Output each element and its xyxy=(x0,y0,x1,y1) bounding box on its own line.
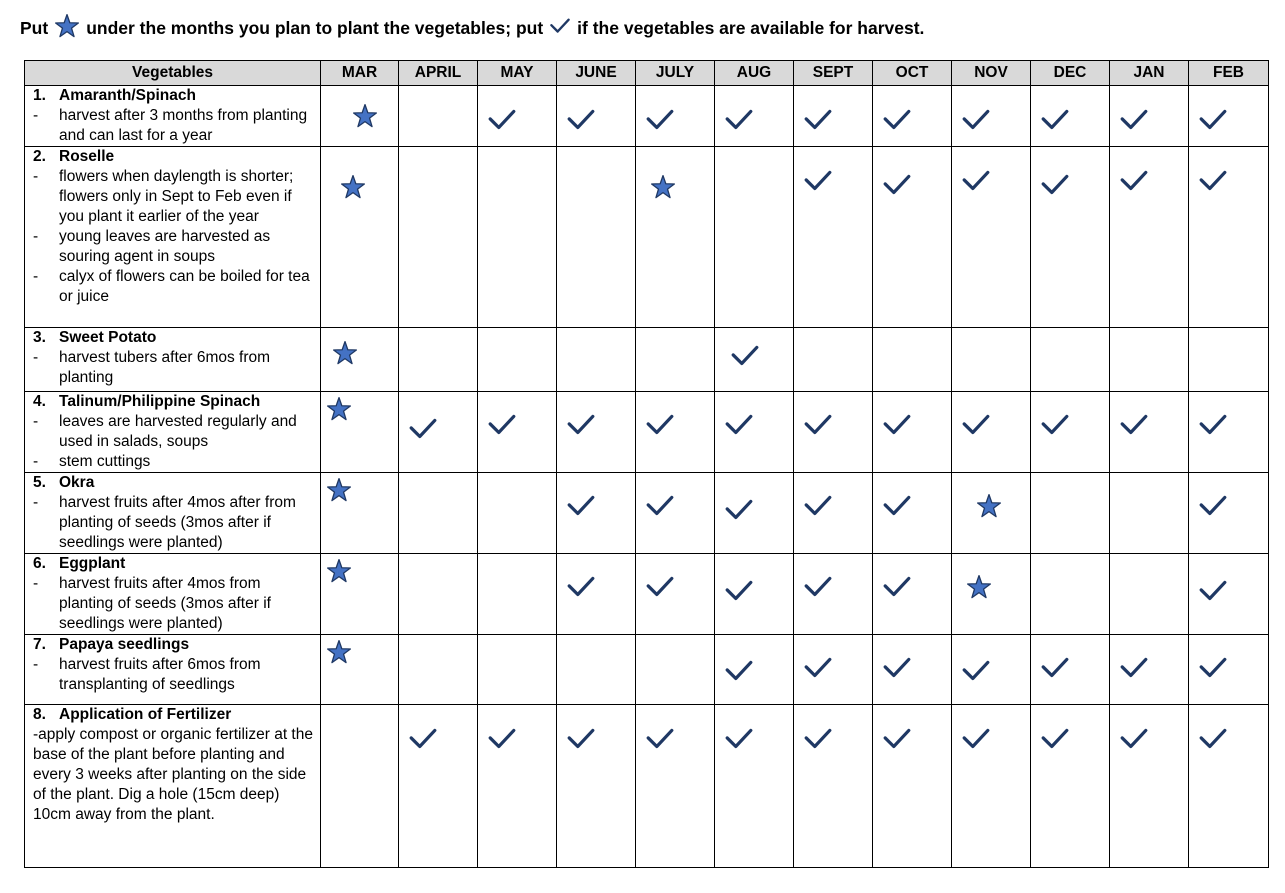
check-icon xyxy=(645,575,675,599)
check-icon xyxy=(566,727,596,751)
month-cell-aug[interactable] xyxy=(715,705,794,868)
note-text: -apply compost or organic fertilizer at the base of the plant before planting and every 3 weeks after planting on the side of the plant. Dig a hole (15cm deep) 10cm away from the plant. xyxy=(33,726,313,823)
month-cell-feb[interactable] xyxy=(1189,554,1269,635)
month-cell-nov[interactable] xyxy=(952,635,1031,705)
note-dash: - xyxy=(33,107,39,124)
month-cell-april[interactable] xyxy=(399,554,478,635)
month-cell-sept[interactable] xyxy=(794,473,873,554)
month-cell-oct[interactable] xyxy=(873,554,952,635)
instruction-plant-text: under the months you plan to plant the vegetables; put xyxy=(86,17,544,38)
note-dash: - xyxy=(33,268,39,285)
note-dash: - xyxy=(33,656,39,673)
month-cell-aug[interactable] xyxy=(715,147,794,328)
star-icon xyxy=(976,492,1002,520)
check-icon xyxy=(724,727,754,751)
header-month-sept: SEPT xyxy=(794,61,873,86)
month-cell-july[interactable] xyxy=(636,705,715,868)
check-icon xyxy=(803,575,833,599)
vegetable-note xyxy=(33,267,316,307)
month-cell-dec[interactable] xyxy=(1031,86,1110,147)
month-cell-july[interactable] xyxy=(636,473,715,554)
vegetable-number: 3. xyxy=(33,329,46,346)
month-cell-nov[interactable] xyxy=(952,554,1031,635)
month-cell-may[interactable] xyxy=(478,86,557,147)
instruction-put: Put xyxy=(20,17,49,38)
check-icon xyxy=(961,727,991,751)
table-body xyxy=(25,86,1269,868)
month-cell-feb[interactable] xyxy=(1189,147,1269,328)
month-cell-may[interactable] xyxy=(478,635,557,705)
star-icon xyxy=(340,173,366,201)
month-cell-june[interactable] xyxy=(557,328,636,392)
month-cell-june[interactable] xyxy=(557,473,636,554)
vegetable-number: 1. xyxy=(33,87,46,104)
month-cell-dec[interactable] xyxy=(1031,328,1110,392)
month-cell-sept[interactable] xyxy=(794,328,873,392)
month-cell-aug[interactable] xyxy=(715,86,794,147)
month-cell-oct[interactable] xyxy=(873,86,952,147)
check-icon xyxy=(882,575,912,599)
month-cell-nov[interactable] xyxy=(952,147,1031,328)
check-icon xyxy=(645,494,675,518)
header-month-june: JUNE xyxy=(557,61,636,86)
month-cell-dec[interactable] xyxy=(1031,473,1110,554)
month-cell-april[interactable] xyxy=(399,328,478,392)
month-cell-sept[interactable] xyxy=(794,635,873,705)
note-dash: - xyxy=(33,168,39,185)
header-vegetables: Vegetables xyxy=(25,61,321,86)
month-cell-dec[interactable] xyxy=(1031,554,1110,635)
header-month-mar: MAR xyxy=(321,61,399,86)
month-cell-oct[interactable] xyxy=(873,328,952,392)
month-cell-july[interactable] xyxy=(636,554,715,635)
month-cell-sept[interactable] xyxy=(794,147,873,328)
vegetable-note xyxy=(33,452,316,472)
month-cell-feb[interactable] xyxy=(1189,86,1269,147)
vegetable-name: Talinum/Philippine Spinach xyxy=(59,393,261,410)
table-row xyxy=(25,635,1269,705)
month-cell-sept[interactable] xyxy=(794,554,873,635)
month-cell-jan[interactable] xyxy=(1110,473,1189,554)
month-cell-aug[interactable] xyxy=(715,554,794,635)
month-cell-sept[interactable] xyxy=(794,86,873,147)
check-icon xyxy=(1119,169,1149,193)
vegetable-number: 2. xyxy=(33,148,46,165)
vegetable-number: 6. xyxy=(33,555,46,572)
vegetable-name: Papaya seedlings xyxy=(59,636,190,653)
vegetable-cell xyxy=(25,705,321,868)
check-icon xyxy=(645,413,675,437)
note-text: harvest tubers after 6mos from planting xyxy=(59,349,271,386)
check-icon xyxy=(645,108,675,132)
month-cell-nov[interactable] xyxy=(952,328,1031,392)
header-month-april: APRIL xyxy=(399,61,478,86)
star-icon xyxy=(326,395,352,423)
table-row xyxy=(25,392,1269,473)
month-cell-aug[interactable] xyxy=(715,635,794,705)
check-icon xyxy=(803,727,833,751)
vegetable-name: Sweet Potato xyxy=(59,329,157,346)
month-cell-aug[interactable] xyxy=(715,392,794,473)
check-icon xyxy=(961,108,991,132)
star-icon xyxy=(326,557,352,585)
vegetable-note xyxy=(33,725,316,825)
header-month-dec: DEC xyxy=(1031,61,1110,86)
check-icon xyxy=(724,108,754,132)
check-icon xyxy=(882,656,912,680)
month-cell-june[interactable] xyxy=(557,635,636,705)
vegetable-title xyxy=(33,147,316,167)
note-dash: - xyxy=(33,228,39,245)
month-cell-nov[interactable] xyxy=(952,392,1031,473)
star-icon xyxy=(332,339,358,367)
month-cell-may[interactable] xyxy=(478,328,557,392)
header-month-may: MAY xyxy=(478,61,557,86)
note-text: calyx of flowers can be boiled for tea or juice xyxy=(59,268,310,305)
month-cell-aug[interactable] xyxy=(715,473,794,554)
vegetable-note xyxy=(33,655,316,695)
month-cell-mar[interactable] xyxy=(321,328,399,392)
star-icon xyxy=(54,12,80,45)
month-cell-june[interactable] xyxy=(557,554,636,635)
check-icon xyxy=(882,108,912,132)
vegetable-name: Okra xyxy=(59,474,95,491)
month-cell-feb[interactable] xyxy=(1189,328,1269,392)
check-icon xyxy=(1040,656,1070,680)
table-row xyxy=(25,86,1269,147)
table-row xyxy=(25,705,1269,868)
vegetable-number: 7. xyxy=(33,636,46,653)
vegetable-cell xyxy=(25,147,321,328)
month-cell-aug[interactable] xyxy=(715,328,794,392)
month-cell-april[interactable] xyxy=(399,705,478,868)
check-icon xyxy=(1198,727,1228,751)
check-icon xyxy=(882,494,912,518)
check-icon xyxy=(724,413,754,437)
check-icon xyxy=(645,727,675,751)
month-cell-dec[interactable] xyxy=(1031,635,1110,705)
instruction-line xyxy=(20,14,924,42)
month-cell-jan[interactable] xyxy=(1110,392,1189,473)
month-cell-mar[interactable] xyxy=(321,147,399,328)
check-icon xyxy=(724,498,754,522)
month-cell-july[interactable] xyxy=(636,328,715,392)
check-icon xyxy=(487,108,517,132)
vegetable-note xyxy=(33,412,316,452)
note-dash: - xyxy=(33,349,39,366)
month-cell-july[interactable] xyxy=(636,392,715,473)
header-month-aug: AUG xyxy=(715,61,794,86)
check-icon xyxy=(1119,656,1149,680)
vegetable-title xyxy=(33,705,316,725)
check-icon xyxy=(1198,494,1228,518)
check-icon xyxy=(549,17,571,40)
month-cell-jan[interactable] xyxy=(1110,554,1189,635)
star-icon xyxy=(352,102,378,130)
header-month-feb: FEB xyxy=(1189,61,1269,86)
check-icon xyxy=(566,108,596,132)
month-cell-april[interactable] xyxy=(399,147,478,328)
month-cell-dec[interactable] xyxy=(1031,147,1110,328)
month-cell-may[interactable] xyxy=(478,705,557,868)
check-icon xyxy=(803,413,833,437)
vegetable-title xyxy=(33,328,316,348)
table-row xyxy=(25,554,1269,635)
month-cell-mar[interactable] xyxy=(321,635,399,705)
month-cell-feb[interactable] xyxy=(1189,635,1269,705)
table-row xyxy=(25,147,1269,328)
vegetable-note xyxy=(33,167,316,227)
month-cell-april[interactable] xyxy=(399,86,478,147)
check-icon xyxy=(961,169,991,193)
vegetable-note xyxy=(33,348,316,388)
vegetable-cell xyxy=(25,328,321,392)
check-icon xyxy=(487,727,517,751)
month-cell-oct[interactable] xyxy=(873,635,952,705)
note-text: harvest after 3 months from planting and can last for a year xyxy=(59,107,308,144)
vegetable-note xyxy=(33,574,316,634)
note-dash: - xyxy=(33,413,39,430)
vegetable-cell xyxy=(25,554,321,635)
check-icon xyxy=(408,727,438,751)
note-text: harvest fruits after 4mos from planting of seeds (3mos after if seedlings were planted) xyxy=(59,575,271,632)
month-cell-june[interactable] xyxy=(557,147,636,328)
star-icon xyxy=(650,173,676,201)
month-cell-sept[interactable] xyxy=(794,705,873,868)
note-text: stem cuttings xyxy=(59,453,151,470)
month-cell-nov[interactable] xyxy=(952,86,1031,147)
check-icon xyxy=(961,413,991,437)
month-cell-april[interactable] xyxy=(399,473,478,554)
note-text: flowers when daylength is shorter; flowers only in Sept to Feb even if you plant it earlier of the year xyxy=(59,168,294,225)
check-icon xyxy=(1198,579,1228,603)
note-dash: - xyxy=(33,575,39,592)
check-icon xyxy=(487,413,517,437)
instruction-harvest-text: if the vegetables are available for harvest. xyxy=(577,17,925,38)
vegetable-title xyxy=(33,86,316,106)
note-text: harvest fruits after 4mos after from planting of seeds (3mos after if seedlings were planted) xyxy=(59,494,296,551)
month-cell-feb[interactable] xyxy=(1189,392,1269,473)
month-cell-oct[interactable] xyxy=(873,392,952,473)
vegetable-number: 4. xyxy=(33,393,46,410)
planting-calendar-table xyxy=(24,60,1269,868)
star-icon xyxy=(326,638,352,666)
check-icon xyxy=(882,173,912,197)
check-icon xyxy=(1040,727,1070,751)
check-icon xyxy=(882,727,912,751)
month-cell-feb[interactable] xyxy=(1189,705,1269,868)
check-icon xyxy=(1198,169,1228,193)
header-month-july: JULY xyxy=(636,61,715,86)
header-month-nov: NOV xyxy=(952,61,1031,86)
month-cell-jan[interactable] xyxy=(1110,86,1189,147)
vegetable-name: Application of Fertilizer xyxy=(59,706,232,723)
note-text: harvest fruits after 6mos from transplanting of seedlings xyxy=(59,656,261,693)
month-cell-mar[interactable] xyxy=(321,473,399,554)
month-cell-june[interactable] xyxy=(557,705,636,868)
check-icon xyxy=(961,659,991,683)
check-icon xyxy=(803,656,833,680)
star-icon xyxy=(326,476,352,504)
month-cell-june[interactable] xyxy=(557,392,636,473)
vegetable-cell xyxy=(25,392,321,473)
note-text: young leaves are harvested as souring agent in soups xyxy=(59,228,271,265)
vegetable-title xyxy=(33,392,316,412)
check-icon xyxy=(1040,413,1070,437)
month-cell-oct[interactable] xyxy=(873,147,952,328)
month-cell-june[interactable] xyxy=(557,86,636,147)
month-cell-april[interactable] xyxy=(399,392,478,473)
check-icon xyxy=(566,413,596,437)
month-cell-dec[interactable] xyxy=(1031,705,1110,868)
check-icon xyxy=(1119,413,1149,437)
check-icon xyxy=(566,575,596,599)
vegetable-cell xyxy=(25,473,321,554)
check-icon xyxy=(408,417,438,441)
month-cell-sept[interactable] xyxy=(794,392,873,473)
month-cell-jan[interactable] xyxy=(1110,635,1189,705)
month-cell-oct[interactable] xyxy=(873,705,952,868)
check-icon xyxy=(1119,727,1149,751)
vegetable-name: Eggplant xyxy=(59,555,126,572)
vegetable-title xyxy=(33,635,316,655)
vegetable-number: 5. xyxy=(33,474,46,491)
note-text: leaves are harvested regularly and used in salads, soups xyxy=(59,413,297,450)
month-cell-dec[interactable] xyxy=(1031,392,1110,473)
month-cell-may[interactable] xyxy=(478,473,557,554)
month-cell-april[interactable] xyxy=(399,635,478,705)
check-icon xyxy=(803,494,833,518)
check-icon xyxy=(1040,108,1070,132)
vegetable-title xyxy=(33,554,316,574)
month-cell-jan[interactable] xyxy=(1110,705,1189,868)
month-cell-may[interactable] xyxy=(478,554,557,635)
check-icon xyxy=(724,659,754,683)
check-icon xyxy=(803,108,833,132)
month-cell-july[interactable] xyxy=(636,147,715,328)
month-cell-nov[interactable] xyxy=(952,705,1031,868)
month-cell-may[interactable] xyxy=(478,392,557,473)
month-cell-mar[interactable] xyxy=(321,705,399,868)
month-cell-may[interactable] xyxy=(478,147,557,328)
table-row xyxy=(25,328,1269,392)
check-icon xyxy=(724,579,754,603)
month-cell-jan[interactable] xyxy=(1110,328,1189,392)
check-icon xyxy=(882,413,912,437)
vegetable-note xyxy=(33,106,316,146)
month-cell-mar[interactable] xyxy=(321,554,399,635)
check-icon xyxy=(1040,173,1070,197)
month-cell-mar[interactable] xyxy=(321,392,399,473)
header-row xyxy=(25,61,1269,86)
header-month-jan: JAN xyxy=(1110,61,1189,86)
vegetable-note xyxy=(33,493,316,553)
month-cell-oct[interactable] xyxy=(873,473,952,554)
month-cell-july[interactable] xyxy=(636,86,715,147)
star-icon xyxy=(966,573,992,601)
month-cell-feb[interactable] xyxy=(1189,473,1269,554)
vegetable-number: 8. xyxy=(33,706,46,723)
check-icon xyxy=(730,344,760,368)
check-icon xyxy=(1198,108,1228,132)
month-cell-mar[interactable] xyxy=(321,86,399,147)
check-icon xyxy=(1119,108,1149,132)
vegetable-cell xyxy=(25,86,321,147)
month-cell-nov[interactable] xyxy=(952,473,1031,554)
check-icon xyxy=(1198,656,1228,680)
note-dash: - xyxy=(33,494,39,511)
check-icon xyxy=(803,169,833,193)
header-month-oct: OCT xyxy=(873,61,952,86)
note-dash: - xyxy=(33,453,39,470)
table-row xyxy=(25,473,1269,554)
vegetable-name: Amaranth/Spinach xyxy=(59,87,196,104)
vegetable-title xyxy=(33,473,316,493)
vegetable-note xyxy=(33,227,316,267)
vegetable-cell xyxy=(25,635,321,705)
check-icon xyxy=(1198,413,1228,437)
vegetable-name: Roselle xyxy=(59,148,115,165)
month-cell-jan[interactable] xyxy=(1110,147,1189,328)
month-cell-july[interactable] xyxy=(636,635,715,705)
check-icon xyxy=(566,494,596,518)
